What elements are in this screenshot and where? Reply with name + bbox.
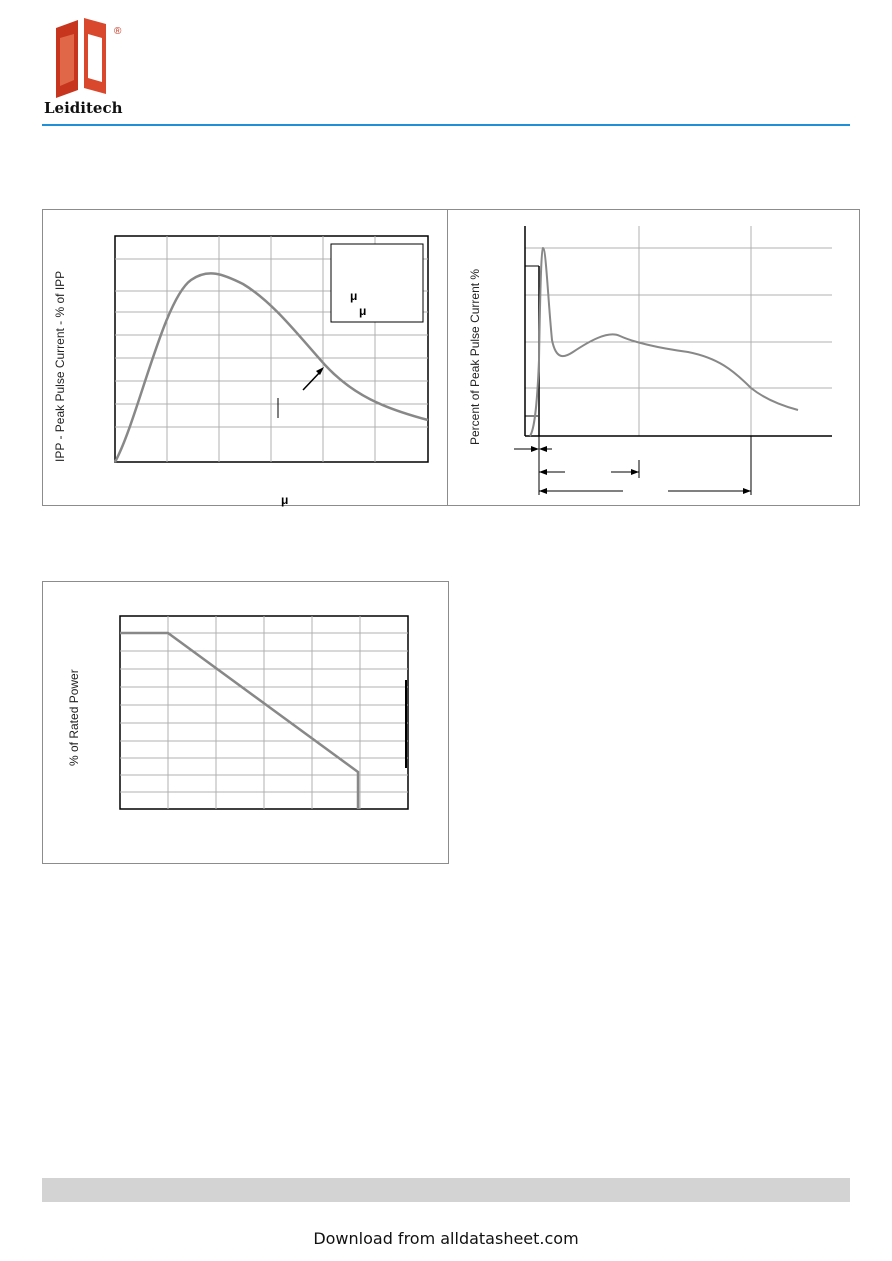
figure-2-y-axis-label: Percent of Peak Pulse Current % — [468, 268, 482, 445]
figure-2-panel — [447, 209, 860, 506]
figure-3-y-axis-label: % of Rated Power — [67, 669, 81, 766]
brand-name: Leiditech — [44, 99, 123, 117]
figure-1-y-axis-label: IPP - Peak Pulse Current - % of IPP — [53, 270, 67, 462]
figure-1-panel — [42, 209, 449, 506]
figure-3-chart — [43, 582, 448, 863]
leiditech-logo — [44, 14, 134, 118]
registered-mark: ® — [114, 26, 122, 37]
legend-mu-1: μ — [350, 289, 358, 303]
footer-bar — [42, 1178, 850, 1202]
header-rule — [42, 124, 850, 126]
footer-download-link[interactable]: Download from alldatasheet.com — [313, 1229, 579, 1248]
figure-2-chart — [448, 210, 859, 505]
figure-1-chart — [43, 210, 448, 505]
legend-mu-2: μ — [359, 304, 367, 318]
x-axis-mu: μ — [281, 493, 289, 507]
figure-1-legend-box — [331, 244, 423, 322]
figure-3-panel — [42, 581, 449, 864]
